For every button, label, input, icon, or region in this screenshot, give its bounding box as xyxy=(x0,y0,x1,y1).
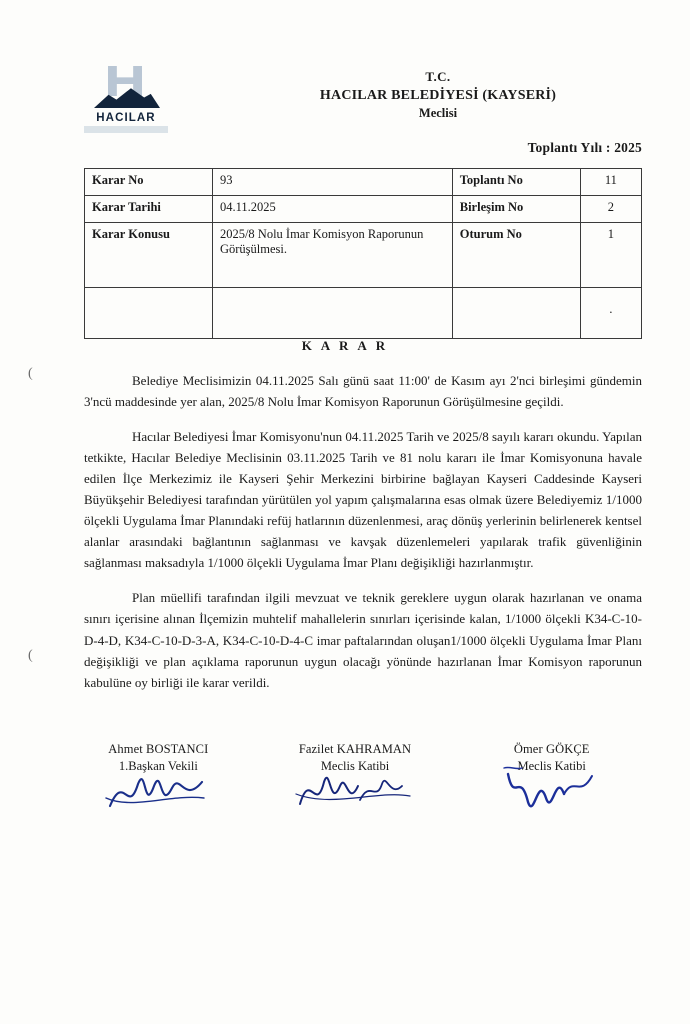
oturum-no-value: 1 xyxy=(580,223,641,288)
signature-2 xyxy=(257,742,454,774)
toplanti-no-value: 11 xyxy=(580,169,641,196)
logo-underline xyxy=(84,126,168,133)
oturum-no-label: Oturum No xyxy=(452,223,580,288)
margin-mark-top: ( xyxy=(28,366,33,381)
empty-cell-value xyxy=(212,288,452,339)
decision-info-table xyxy=(84,168,642,339)
handwritten-signature-icon xyxy=(290,764,420,826)
logo-mountain-icon xyxy=(90,66,168,110)
signature-3-role: Meclis Katibi xyxy=(517,759,586,773)
karar-konusu-label: Karar Konusu xyxy=(85,223,213,288)
table-row xyxy=(85,169,642,196)
karar-konusu-line1: 2025/8 Nolu İmar Komisyon Raporunun xyxy=(219,227,424,241)
signature-3 xyxy=(453,742,650,774)
birlesim-no-value: 2 xyxy=(580,196,641,223)
karar-konusu-value xyxy=(212,223,452,288)
karar-tarihi-value: 04.11.2025 xyxy=(212,196,452,223)
empty-cell-label xyxy=(85,288,213,339)
header-line-organization: HACILAR BELEDİYESİ (KAYSERİ) xyxy=(319,87,557,103)
title-block xyxy=(234,68,642,123)
table-row xyxy=(85,288,642,339)
empty-cell-label2 xyxy=(452,288,580,339)
signature-2-name: Fazilet KAHRAMAN xyxy=(298,742,412,756)
table-row xyxy=(85,223,642,288)
signature-1 xyxy=(60,742,257,774)
decision-body xyxy=(84,370,642,707)
paragraph-3: Plan müellifi tarafından ilgili mevzuat ve teknik gereklere uygun olarak hazırlanan ve onama sınırı içerisine alınan İlçemizin muhtelif mahallelerin sınırları içerisinde kalan, 1/1000 ölçekli K34-C-10-D-4-D, K34-C-10-D-3-A, K34-C-10-D-4-C imar paftalarından oluşan1/1000 ölçekli Uygulama İmar Planı değişikliği ve plan açıklama raporunun uygun olacağı yönünde hazırlanan İmar Komisyon raporunun kabulüne oy birliği ile karar verildi. xyxy=(84,590,642,690)
document-header xyxy=(84,62,642,132)
header-line-tc: T.C. xyxy=(425,69,451,84)
karar-konusu-line2: Görüşülmesi. xyxy=(219,242,287,256)
logo-text: HACILAR xyxy=(96,112,156,124)
karar-tarihi-label: Karar Tarihi xyxy=(85,196,213,223)
meeting-year-label: Toplantı Yılı : 2025 xyxy=(527,140,642,155)
margin-mark-bottom: ( xyxy=(28,648,33,663)
paragraph-2: Hacılar Belediyesi İmar Komisyonu'nun 04.11.2025 Tarih ve 2025/8 sayılı kararı okundu. Yapılan tetkikte, Hacılar Belediye Meclisinin 03.11.2025 Tarih ve 81 nolu kararı ile İmar Komisyonuna havale edilen İlçe Merkezimiz ile Kayseri Şehir Merkezini birbirine bağlayan Kayseri Caddesinde Kayseri Büyükşehir Belediyesi tarafından yürütülen yol yapım çalışmalarına esas olmak üzere Belediyemiz 1/1000 ölçekli Uygulama İmar Planındaki refüj hatlarının düzenlenmesi, araç dönüş yerlerinin belirlenerek kentsel alanlar arasındaki bağlantının sağlanması ve kavşak düzenlemeleri yapılarak trafik güvenliğinin sağlanması maksadıyla 1/1000 ölçekli Uygulama İmar Planı değişikliği hazırlanmıştır. xyxy=(84,429,642,571)
table-row xyxy=(85,196,642,223)
paragraph-1: Belediye Meclisimizin 04.11.2025 Salı günü saat 11:00' de Kasım ayı 2'nci birleşimi gündemin 3'ncü maddesinde yer alan, 2025/8 Nolu İmar Komisyon Raporunun Görüşülmesine geçildi. xyxy=(84,373,642,410)
karar-no-value: 93 xyxy=(212,169,452,196)
municipality-logo xyxy=(84,66,176,128)
karar-no-label: Karar No xyxy=(85,169,213,196)
signature-block xyxy=(60,742,650,774)
header-line-council: Meclisi xyxy=(418,106,458,121)
handwritten-signature-icon xyxy=(492,764,612,822)
decision-heading: K A R A R xyxy=(301,338,389,353)
signature-1-role: 1.Başkan Vekili xyxy=(118,759,198,773)
signature-3-name: Ömer GÖKÇE xyxy=(513,742,590,756)
signature-2-role: Meclis Katibi xyxy=(320,759,390,773)
stray-dot-mark: . xyxy=(580,288,641,339)
handwritten-signature-icon xyxy=(98,764,218,824)
signature-1-name: Ahmet BOSTANCI xyxy=(108,742,209,756)
toplanti-no-label: Toplantı No xyxy=(452,169,580,196)
birlesim-no-label: Birleşim No xyxy=(452,196,580,223)
